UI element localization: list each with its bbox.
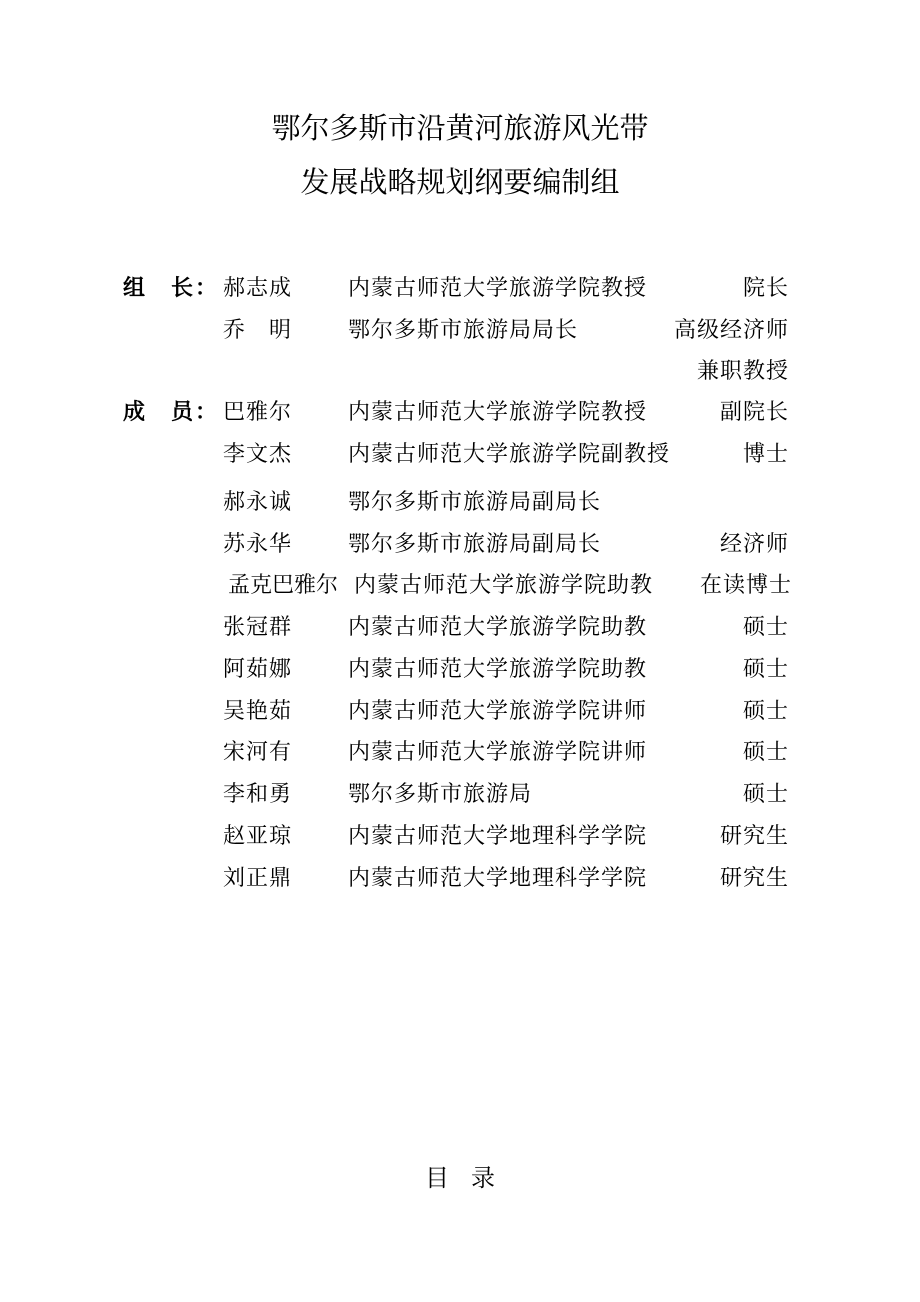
leader-title-secondary: 兼职教授	[696, 359, 789, 384]
member-org: 内蒙古师范大学旅游学院副教授	[348, 442, 671, 467]
member-org: 内蒙古师范大学旅游学院助教	[348, 657, 648, 682]
member-org: 内蒙古师范大学旅游学院教授	[348, 400, 648, 425]
document-title-line-2: 发展战略规划纲要编制组	[300, 165, 620, 199]
member-org: 鄂尔多斯市旅游局副局长	[348, 490, 602, 515]
leader-title: 院长	[742, 276, 789, 301]
member-title: 研究生	[719, 824, 789, 849]
members-label: 成 员：	[123, 400, 220, 425]
member-title: 副院长	[719, 400, 789, 425]
member-org: 内蒙古师范大学地理科学学院	[348, 866, 648, 891]
member-title: 硕士	[742, 740, 789, 765]
member-org: 内蒙古师范大学旅游学院讲师	[348, 740, 648, 765]
leader-org: 内蒙古师范大学旅游学院教授	[348, 276, 648, 301]
leader-title: 高级经济师	[673, 318, 789, 343]
leader-name: 郝志成	[223, 276, 293, 301]
leader-name: 乔 明	[223, 318, 293, 343]
member-title: 经济师	[719, 532, 789, 557]
member-title: 研究生	[719, 866, 789, 891]
member-org: 内蒙古师范大学旅游学院讲师	[348, 699, 648, 724]
member-org: 鄂尔多斯市旅游局	[348, 782, 533, 807]
member-name: 宋河有	[223, 740, 293, 765]
member-title: 硕士	[742, 615, 789, 640]
member-name: 刘正鼎	[223, 866, 293, 891]
member-name: 阿茹娜	[223, 657, 293, 682]
member-title: 在读博士	[699, 573, 792, 598]
member-org: 鄂尔多斯市旅游局副局长	[348, 532, 602, 557]
member-title: 博士	[742, 442, 789, 467]
member-title: 硕士	[742, 782, 789, 807]
member-name: 赵亚琼	[223, 824, 293, 849]
member-title: 硕士	[742, 657, 789, 682]
member-name: 张冠群	[223, 615, 293, 640]
member-org: 内蒙古师范大学旅游学院助教	[354, 573, 654, 598]
member-name: 孟克巴雅尔	[228, 573, 339, 598]
member-org: 内蒙古师范大学旅游学院助教	[348, 615, 648, 640]
member-name: 郝永诚	[223, 490, 293, 515]
member-name: 李和勇	[223, 782, 293, 807]
leader-org: 鄂尔多斯市旅游局局长	[348, 318, 579, 343]
document-title-line-1: 鄂尔多斯市沿黄河旅游风光带	[271, 111, 649, 145]
member-name: 李文杰	[223, 442, 293, 467]
member-name: 苏永华	[223, 532, 293, 557]
leaders-label: 组 长：	[123, 276, 220, 301]
member-org: 内蒙古师范大学地理科学学院	[348, 824, 648, 849]
member-name: 吴艳茹	[223, 699, 293, 724]
member-title: 硕士	[742, 699, 789, 724]
member-name: 巴雅尔	[223, 400, 293, 425]
toc-heading: 目录	[425, 1164, 517, 1192]
